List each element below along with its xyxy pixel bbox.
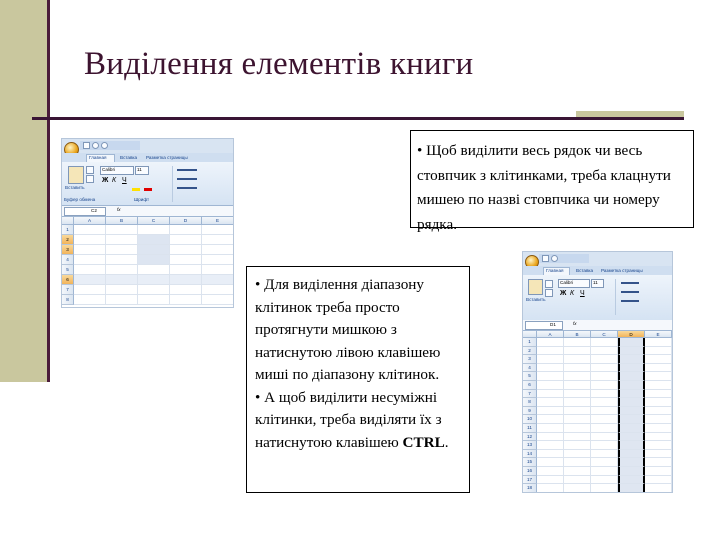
cut-icon[interactable] [86,166,94,174]
cell[interactable] [202,255,234,265]
cell[interactable] [74,265,106,275]
row-header-4[interactable]: 4 [523,364,537,373]
column-header-b[interactable]: B [564,331,591,338]
cell[interactable] [537,450,564,459]
decorative-side-bar [0,0,47,382]
cell[interactable] [591,398,618,407]
cell[interactable] [202,285,234,295]
bold-icon[interactable]: Ж [102,177,109,184]
cell[interactable] [591,458,618,467]
cell[interactable] [106,295,138,305]
font-name-select[interactable]: Calibri [558,279,590,288]
cell[interactable] [537,484,564,493]
text-box-range-selection [246,266,470,493]
cell[interactable] [645,364,672,373]
cell[interactable] [618,450,645,459]
cell[interactable] [74,245,106,255]
cell[interactable] [591,424,618,433]
row-header-14[interactable]: 14 [523,450,537,459]
row-header-1[interactable]: 1 [62,225,74,235]
cell[interactable] [645,347,672,356]
cell[interactable] [645,355,672,364]
column-header-d[interactable]: D [170,217,202,225]
cell[interactable] [564,467,591,476]
column-header-c[interactable]: C [591,331,618,338]
cell[interactable] [618,458,645,467]
cell[interactable] [564,450,591,459]
save-icon[interactable] [542,255,549,262]
ribbon [523,275,672,321]
row-header-13[interactable]: 13 [523,441,537,450]
cell[interactable] [170,235,202,245]
align-center-icon[interactable] [177,178,197,180]
column-header-e[interactable]: E [202,217,234,225]
cell[interactable] [537,347,564,356]
italic-icon[interactable]: К [570,290,575,297]
bold-icon[interactable]: Ж [560,290,567,297]
text-noncontiguous-selection: • А щоб виділити несуміжні клітинки, треба виділяти їх з натиснутою клавішею CTRL. [255,388,449,451]
row-header-5[interactable]: 5 [62,265,74,275]
cell[interactable] [74,295,106,305]
cell[interactable] [645,381,672,390]
font-size-select[interactable]: 11 [135,166,149,175]
select-all-corner[interactable] [62,217,74,225]
column-header-c[interactable]: C [138,217,170,225]
cell[interactable] [537,390,564,399]
cell[interactable] [645,458,672,467]
ribbon-tabs [523,266,672,275]
title-underline [32,117,684,120]
tab-page-layout-label[interactable]: Разметка страницы [601,268,643,273]
row-header-9[interactable]: 9 [523,407,537,416]
cell[interactable] [618,364,645,373]
cell[interactable] [591,433,618,442]
cell[interactable] [618,433,645,442]
column-header-a[interactable]: A [537,331,564,338]
quick-access-toolbar [539,254,589,263]
cell[interactable] [645,338,672,347]
cell[interactable] [618,355,645,364]
cell[interactable] [170,225,202,235]
cell[interactable] [537,355,564,364]
paste-label: Вставить [65,185,85,190]
cell[interactable] [591,407,618,416]
cell[interactable] [618,441,645,450]
italic-icon[interactable]: К [112,177,117,184]
fill-color-icon[interactable] [132,188,140,191]
row-header-6[interactable]: 6 [62,275,74,285]
cell[interactable] [645,424,672,433]
select-all-corner[interactable] [523,331,537,338]
tab-home-label: Главная [546,268,564,273]
row-header-17[interactable]: 17 [523,476,537,485]
cell[interactable] [138,225,170,235]
cell[interactable] [591,450,618,459]
cell[interactable] [106,225,138,235]
group-clipboard-label: Буфер обмена [64,197,96,202]
cell[interactable] [537,467,564,476]
text-box-row-column-selection [410,130,694,233]
row-header-7[interactable]: 7 [523,390,537,399]
cell[interactable] [645,467,672,476]
group-font-label: Шрифт [134,197,150,202]
row-header-3[interactable]: 3 [62,245,74,255]
excel-screenshot-range-selection [61,138,234,308]
cell[interactable] [74,235,106,245]
formula-bar [523,320,672,331]
row-header-5[interactable]: 5 [523,372,537,381]
cell[interactable] [564,424,591,433]
undo-icon[interactable] [551,255,558,262]
tab-page-layout-label[interactable]: Разметка страницы [146,155,188,160]
formula-bar [62,206,233,217]
row-header-2[interactable]: 2 [523,347,537,356]
cell[interactable] [537,372,564,381]
row-header-8[interactable]: 8 [62,295,74,305]
cell[interactable] [591,441,618,450]
cell[interactable] [591,467,618,476]
cell[interactable] [74,285,106,295]
cell[interactable] [537,476,564,485]
row-header-16[interactable]: 16 [523,467,537,476]
cell[interactable] [170,295,202,305]
align-top-icon[interactable] [621,282,639,284]
cell[interactable] [564,484,591,493]
row-header-18[interactable]: 18 [523,484,537,493]
cell[interactable] [645,398,672,407]
paste-icon[interactable] [68,166,84,184]
cell[interactable] [591,364,618,373]
cell[interactable] [106,275,138,285]
cell[interactable] [564,390,591,399]
column-header-a[interactable]: A [74,217,106,225]
cell[interactable] [564,407,591,416]
cell[interactable] [537,398,564,407]
ctrl-key-label: CTRL [402,433,445,451]
align-center-icon[interactable] [621,291,639,293]
cell[interactable] [645,433,672,442]
cell[interactable] [591,355,618,364]
cell[interactable] [138,295,170,305]
cell[interactable] [618,467,645,476]
cell[interactable] [106,255,138,265]
column-header-b[interactable]: B [106,217,138,225]
row-header-6[interactable]: 6 [523,381,537,390]
cell[interactable] [591,484,618,493]
cell[interactable] [645,407,672,416]
row-header-2[interactable]: 2 [62,235,74,245]
cell[interactable] [564,355,591,364]
cell[interactable] [564,398,591,407]
cell[interactable] [564,433,591,442]
row-header-11[interactable]: 11 [523,424,537,433]
tab-insert-label[interactable]: Вставка [120,155,138,160]
ribbon-separator [172,166,173,202]
decorative-side-line [47,0,50,382]
tab-home-label: Главная [89,155,107,160]
font-size-select[interactable]: 11 [591,279,604,288]
row-header-7[interactable]: 7 [62,285,74,295]
cell[interactable] [537,424,564,433]
cell[interactable] [138,265,170,275]
cell[interactable] [618,415,645,424]
quick-access-toolbar [80,141,140,150]
paste-icon[interactable] [528,279,543,295]
row-header-12[interactable]: 12 [523,433,537,442]
cell[interactable] [564,338,591,347]
cell[interactable] [537,381,564,390]
cell[interactable] [618,407,645,416]
cell[interactable] [591,372,618,381]
cell[interactable] [591,347,618,356]
ribbon-separator [615,279,616,315]
cell[interactable] [138,285,170,295]
cell[interactable] [106,235,138,245]
cell[interactable] [74,225,106,235]
cell[interactable] [591,381,618,390]
text-row-column-selection: • Щоб виділити весь рядок чи весь стовпчик з клітинками, треба клацнути мишею по назві стовпчика чи номеру рядка. [417,142,671,233]
cell[interactable] [202,235,234,245]
underline-icon[interactable]: Ч [122,177,127,184]
worksheet-grid[interactable] [523,331,673,493]
font-name-select[interactable]: Calibri [100,166,134,175]
cell[interactable] [170,255,202,265]
align-bottom-icon[interactable] [177,187,197,189]
cell[interactable] [618,338,645,347]
cell[interactable] [106,285,138,295]
cell[interactable] [591,476,618,485]
fx-icon[interactable]: fx [117,207,121,212]
cell[interactable] [170,265,202,275]
cell[interactable] [645,390,672,399]
cell[interactable] [564,458,591,467]
cell[interactable] [591,338,618,347]
cell[interactable] [591,415,618,424]
tab-insert-label[interactable]: Вставка [576,268,594,273]
copy-icon[interactable] [545,289,553,297]
cell[interactable] [138,245,170,255]
cell[interactable] [618,390,645,399]
cell[interactable] [537,415,564,424]
row-header-8[interactable]: 8 [523,398,537,407]
copy-icon[interactable] [86,175,94,183]
cell[interactable] [645,415,672,424]
cell[interactable] [170,285,202,295]
cell[interactable] [106,265,138,275]
cell[interactable] [537,364,564,373]
row-header-3[interactable]: 3 [523,355,537,364]
cell[interactable] [202,245,234,255]
cell[interactable] [618,372,645,381]
cell[interactable] [170,275,202,285]
cell[interactable] [138,255,170,265]
cell[interactable] [138,275,170,285]
cell[interactable] [618,381,645,390]
cut-icon[interactable] [545,280,553,288]
cell[interactable] [564,381,591,390]
cell[interactable] [645,450,672,459]
row-header-10[interactable]: 10 [523,415,537,424]
cell[interactable] [106,245,138,255]
row-header-15[interactable]: 15 [523,458,537,467]
cell[interactable] [138,235,170,245]
cell[interactable] [170,245,202,255]
cell[interactable] [618,476,645,485]
cell[interactable] [74,255,106,265]
cell[interactable] [618,424,645,433]
cell[interactable] [74,275,106,285]
cell[interactable] [202,265,234,275]
name-box[interactable]: C2 [64,207,106,216]
ribbon [62,162,233,206]
column-header-e[interactable]: E [645,331,672,338]
cell[interactable] [564,415,591,424]
save-icon[interactable] [83,142,90,149]
cell[interactable] [537,433,564,442]
fx-icon[interactable]: fx [573,321,577,326]
align-bottom-icon[interactable] [621,300,639,302]
cell[interactable] [564,476,591,485]
cell[interactable] [618,398,645,407]
cell[interactable] [645,484,672,493]
cell[interactable] [202,295,234,305]
cell[interactable] [645,476,672,485]
cell[interactable] [537,407,564,416]
underline-icon[interactable]: Ч [580,290,585,297]
row-header-4[interactable]: 4 [62,255,74,265]
cell[interactable] [537,458,564,467]
cell[interactable] [645,441,672,450]
cell[interactable] [618,347,645,356]
paste-label: Вставить [526,297,546,302]
font-color-icon[interactable] [144,188,152,191]
cell[interactable] [618,484,645,493]
align-top-icon[interactable] [177,169,197,171]
cell[interactable] [564,372,591,381]
cell[interactable] [564,364,591,373]
cell[interactable] [564,347,591,356]
cell[interactable] [202,275,234,285]
undo-icon[interactable] [92,142,99,149]
cell[interactable] [564,441,591,450]
text-range-selection: • Для виділення діапазону клітинок треба просто протягнути мишкою з натиснутою лівою клавішею миші по діапазону клітинок. [255,276,441,383]
redo-icon[interactable] [101,142,108,149]
slide-title: Виділення елементів книги [84,46,474,82]
cell[interactable] [537,338,564,347]
cell[interactable] [591,390,618,399]
column-header-d[interactable]: D [618,331,645,338]
cell[interactable] [537,441,564,450]
name-box[interactable]: D1 [525,321,563,330]
row-header-1[interactable]: 1 [523,338,537,347]
excel-screenshot-column-selection [522,251,673,493]
worksheet-grid[interactable] [62,217,234,308]
ribbon-tabs [62,153,233,162]
cell[interactable] [645,372,672,381]
cell[interactable] [202,225,234,235]
